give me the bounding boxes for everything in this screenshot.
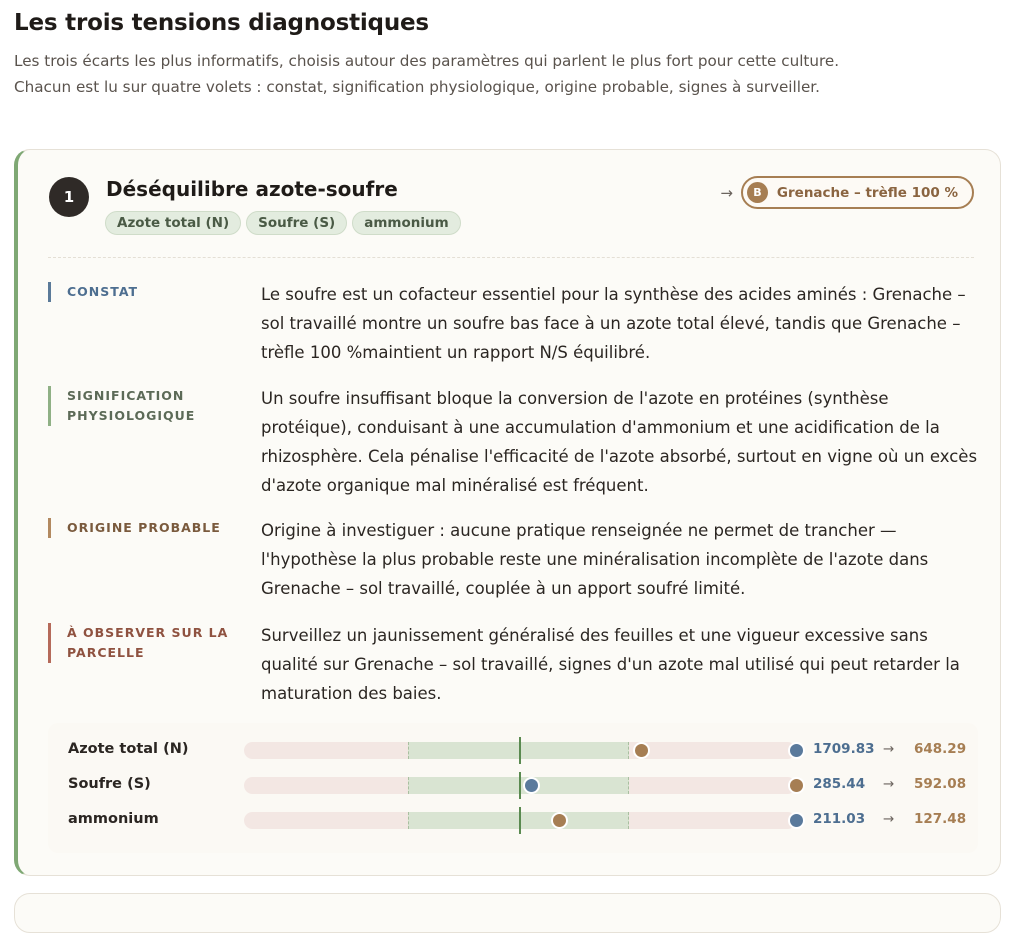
next-tension-card xyxy=(14,893,1001,933)
metric-track xyxy=(244,742,796,759)
page-intro: Les trois écarts les plus informatifs, choisis autour des paramètres qui parlent le plus fort pour cette culture. Chacun est lu sur quatre volets : constat, signification physiologique, origine probable, signes à surveiller. xyxy=(14,52,840,96)
section-label: À OBSERVER SUR LA PARCELLE xyxy=(48,623,233,663)
section-text: Surveillez un jaunissement généralisé des feuilles et une vigueur excessive sans qualité sur Grenache – sol travaillé, signes d'un azote mal utilisé qui peut retarder la maturation des baies. xyxy=(261,626,960,703)
tension-card xyxy=(14,149,1001,876)
value-b: 592.08 xyxy=(914,776,967,792)
metric-row xyxy=(48,768,978,803)
section-label: CONSTAT xyxy=(48,282,223,302)
tension-number: 1 xyxy=(49,177,89,217)
metric-track xyxy=(244,812,796,829)
optimal-center-line xyxy=(519,772,521,799)
section-text: Le soufre est un cofacteur essentiel pour la synthèse des acides aminés : Grenache – sol travaillé montre un soufre bas face à un azote total élevé, tandis que Grenache – trèfle 100 %maintient un rapport N/S équilibré. xyxy=(261,285,966,362)
value-b-marker xyxy=(633,742,650,759)
metric-name: ammonium xyxy=(68,811,159,827)
value-a-marker xyxy=(523,777,540,794)
optimal-center-line xyxy=(519,807,521,834)
divider xyxy=(48,257,974,258)
section-text: Origine à investiguer : aucune pratique renseignée ne permet de trancher — l'hypothèse la plus probable reste une minéralisation incomplète de l'azote dans Grenache – sol travaillé, couplée à un apport soufré limité. xyxy=(261,521,929,598)
tag-chip: ammonium xyxy=(352,211,460,235)
value-b-marker xyxy=(551,812,568,829)
metric-row xyxy=(48,803,978,838)
section-label: ORIGINE PROBABLE xyxy=(48,518,238,538)
value-a-marker xyxy=(788,812,805,829)
section-label: SIGNIFICATION PHYSIOLOGIQUE xyxy=(48,386,228,426)
arrow-right-icon: → xyxy=(720,183,733,202)
tension-title: Déséquilibre azote-soufre xyxy=(106,177,398,201)
metric-track xyxy=(244,777,796,794)
arrow-right-icon: → xyxy=(883,741,895,757)
section-text: Un soufre insuffisant bloque la conversion de l'azote en protéines (synthèse protéique), conduisant à une accumulation d'ammonium et une acidification de la rhizosphère. Cela pénalise l'efficacité de l'azote absorbé, surtout en vigne où un excès d'azote organique mal minéralisé est fréquent. xyxy=(261,389,978,495)
page-title: Les trois tensions diagnostiques xyxy=(14,10,429,36)
optimal-center-line xyxy=(519,737,521,764)
metric-name: Azote total (N) xyxy=(68,741,189,757)
value-b-marker xyxy=(788,777,805,794)
tag-list xyxy=(105,211,461,235)
target-badge: B xyxy=(747,182,768,203)
value-b: 648.29 xyxy=(914,741,967,757)
arrow-right-icon: → xyxy=(883,811,895,827)
target-reference xyxy=(720,176,974,209)
value-a: 211.03 xyxy=(813,811,866,827)
metric-name: Soufre (S) xyxy=(68,776,151,792)
metric-row xyxy=(48,733,978,768)
tag-chip: Soufre (S) xyxy=(246,211,347,235)
value-b: 127.48 xyxy=(914,811,967,827)
arrow-right-icon: → xyxy=(883,776,895,792)
target-pill[interactable] xyxy=(741,176,974,209)
value-a-marker xyxy=(788,742,805,759)
value-a: 285.44 xyxy=(813,776,866,792)
target-label: Grenache – trèfle 100 % xyxy=(776,184,958,201)
tag-chip: Azote total (N) xyxy=(105,211,241,235)
value-a: 1709.83 xyxy=(813,741,875,757)
metric-comparison xyxy=(48,723,978,853)
